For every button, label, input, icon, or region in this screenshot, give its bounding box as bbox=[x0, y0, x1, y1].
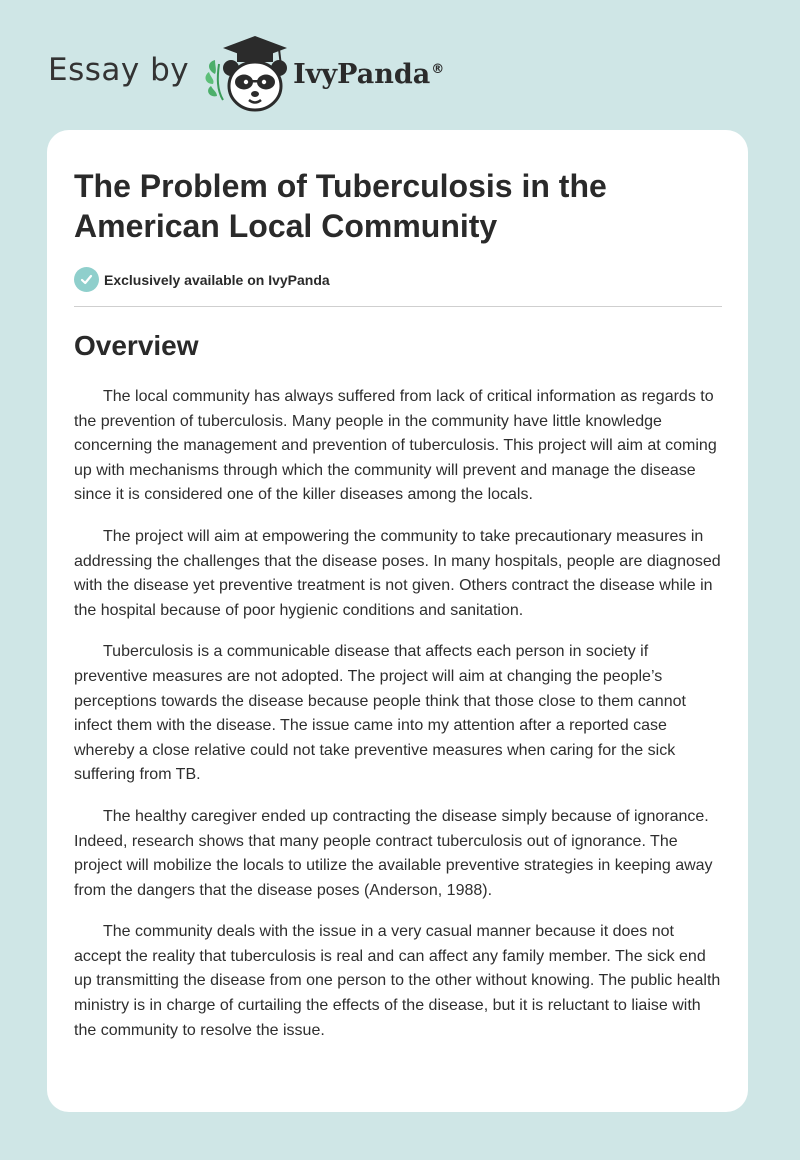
essay-body bbox=[74, 385, 722, 1043]
brand-header[interactable] bbox=[48, 34, 444, 114]
title-divider bbox=[74, 306, 722, 307]
paragraph: The local community has always suffered from lack of critical information as regards to the prevention of tuberculosis. Many people in the community have little knowledge concerning the management and prevention of tuberculosis. This project will aim at coming up with mechanisms through which the community will prevent and manage the disease since it is considered one of the killer diseases among the locals. bbox=[74, 388, 717, 504]
paragraph: The project will aim at empowering the community to take precautionary measures in addressing the challenges that the disease poses. In many hospitals, people are diagnosed with the disease yet preventive treatment is not given. Others contract the disease while in the hospital because of poor hygienic conditions and sanitation. bbox=[74, 527, 721, 619]
brand-name bbox=[293, 59, 444, 90]
paragraph: Tuberculosis is a communicable disease that affects each person in society if preventive measures are not adopted. The project will aim at changing the people’s perceptions towards the disease because people think that those close to them cannot infect them with the disease. The issue came into my attention after a reported case whereby a close relative could not take preventive measures when caring for the sick suffering from TB. bbox=[74, 643, 686, 784]
paragraph: The healthy caregiver ended up contracting the disease simply because of ignorance. Indeed, research shows that many people contract tuberculosis out of ignorance. The project will mobilize the locals to utilize the available preventive strategies in keeping away from the dangers that the disease poses (Anderson, 1988). bbox=[74, 807, 713, 899]
paragraph: The community deals with the issue in a very casual manner because it does not accept the reality that tuberculosis is real and can affect any family member. The sick end up transmitting the disease from one person to the other without knowing. The public health ministry is in charge of curtailing the effects of the disease, but it is reluctant to liaise with the community to resolve the issue. bbox=[74, 923, 721, 1039]
brand-name-text: IvyPanda bbox=[293, 58, 431, 90]
essay-card bbox=[47, 130, 748, 1112]
section-heading: Overview bbox=[74, 330, 199, 361]
registered-mark: ® bbox=[431, 61, 445, 77]
badge-text: Exclusively available on IvyPanda bbox=[104, 271, 330, 288]
panda-graduate-logo-icon bbox=[203, 34, 291, 114]
brand-prefix: Essay by bbox=[48, 52, 190, 88]
essay-title: The Problem of Tuberculosis in the American Local Community bbox=[74, 168, 607, 244]
exclusive-badge bbox=[74, 267, 722, 292]
check-mark-icon bbox=[80, 273, 93, 286]
check-circle-icon bbox=[74, 267, 99, 292]
